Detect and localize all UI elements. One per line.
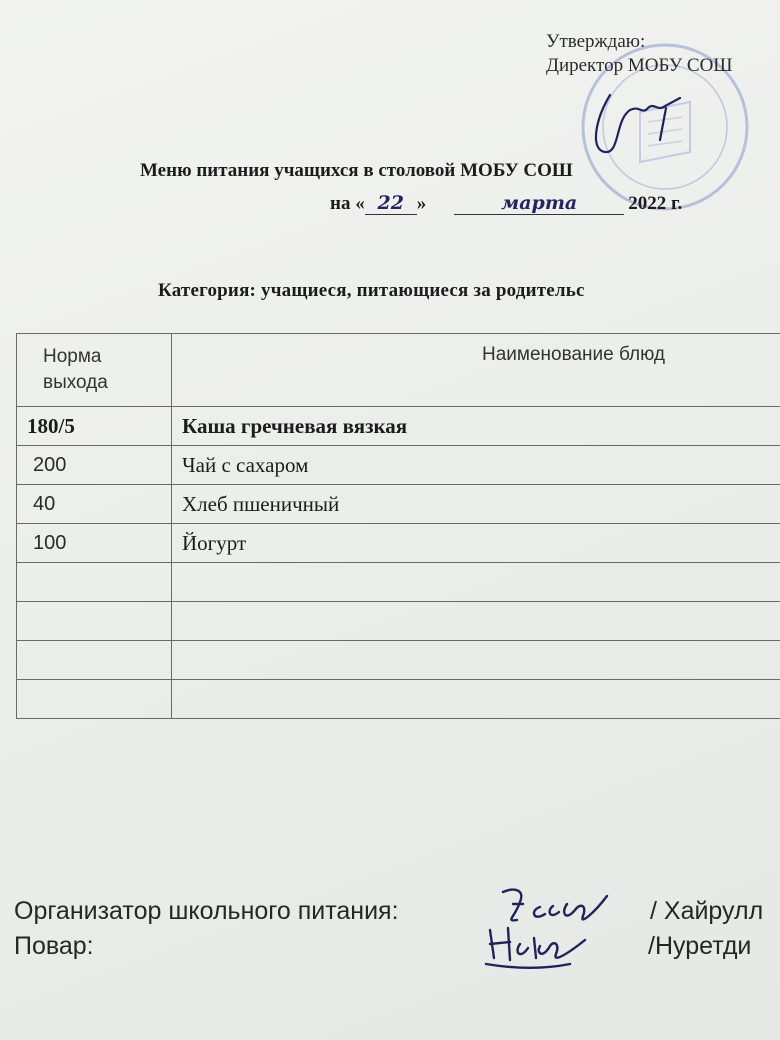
cook-signature [480,918,600,978]
table-header-row [17,334,780,407]
header-dish-name: Наименование блюд [172,334,780,407]
table-row [17,563,780,602]
menu-date [330,192,682,215]
table-row [17,602,780,641]
dish-cell [172,563,780,602]
menu-table [16,333,780,719]
date-separator: » [416,193,427,214]
portion-cell [17,641,172,680]
dish-cell [172,680,780,719]
table-row [17,680,780,719]
header-portion: Норма выхода [17,334,172,407]
dish-cell [172,641,780,680]
table-row [17,407,780,446]
portion-cell [17,563,172,602]
dish-cell: Каша гречневая вязкая [172,407,780,446]
category-label: Категория: учащиеся, питающиеся за родительс [158,280,585,301]
portion-cell: 180/5 [17,407,172,446]
portion-cell: 200 [17,446,172,485]
dish-cell [172,602,780,641]
date-year: 2022 г. [628,193,683,214]
date-month: марта [454,192,624,215]
organizer-name: / Хайрулл [650,897,764,925]
date-prefix: на « [330,193,365,214]
dish-cell: Хлеб пшеничный [172,485,780,524]
dish-cell: Йогурт [172,524,780,563]
portion-cell [17,680,172,719]
table-row [17,524,780,563]
cook-label: Повар: [14,932,94,960]
dish-cell: Чай с сахаром [172,446,780,485]
portion-cell [17,602,172,641]
table-row [17,485,780,524]
approval-block [546,30,732,78]
cook-name: /Нуретди [648,932,752,960]
table-row [17,446,780,485]
organizer-label: Организатор школьного питания: [14,897,399,925]
page-title: Меню питания учащихся в столовой МОБУ СОШ [140,160,573,181]
approval-line-2: Директор МОБУ СОШ [546,55,733,76]
portion-cell: 40 [17,485,172,524]
director-signature [570,80,700,160]
approval-line-1: Утверждаю: [546,31,646,52]
portion-cell: 100 [17,524,172,563]
table-row [17,641,780,680]
date-day: 22 [365,192,417,215]
